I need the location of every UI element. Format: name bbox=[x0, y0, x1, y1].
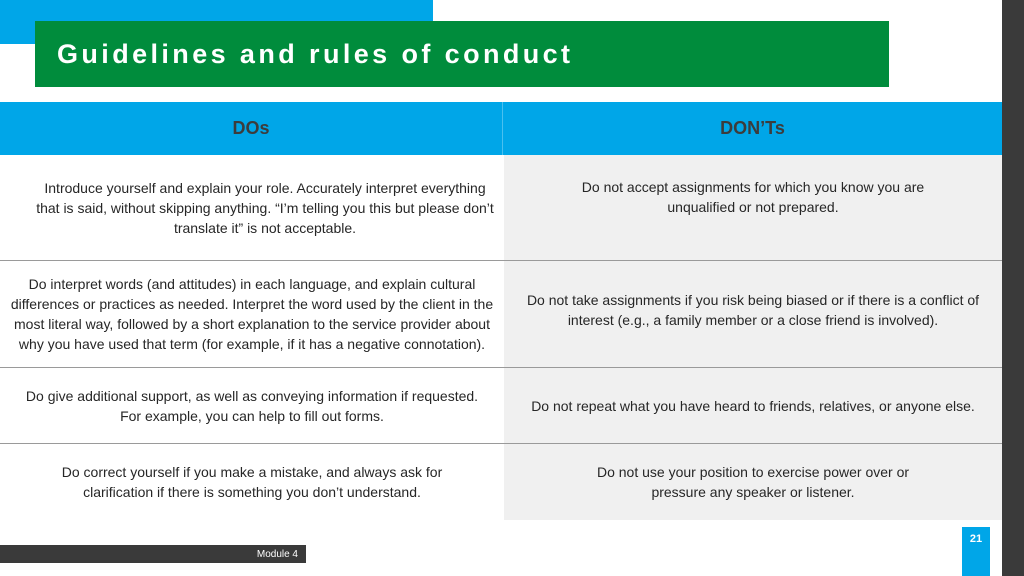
do-cell: Do correct yourself if you make a mistake, and always ask for clarification if there is something you don’t understand. bbox=[0, 444, 504, 520]
page-number: 21 bbox=[969, 533, 983, 545]
page-number-badge bbox=[962, 527, 990, 576]
footer-bar bbox=[0, 545, 306, 563]
dont-cell: Do not take assignments if you risk being biased or if there is a conflict of interest (e.g., a family member or a close friend is involved). bbox=[504, 261, 1002, 367]
right-edge-bar bbox=[1002, 0, 1024, 576]
dont-cell: Do not accept assignments for which you know you are unqualified or not prepared. bbox=[504, 155, 1002, 260]
do-cell: Do give additional support, as well as conveying information if requested. For example, you can help to fill out forms. bbox=[0, 368, 504, 443]
dont-cell: Do not repeat what you have heard to friends, relatives, or anyone else. bbox=[504, 368, 1002, 443]
header-donts: DON’Ts bbox=[720, 118, 785, 138]
header-dos: DOs bbox=[0, 102, 503, 155]
table-header bbox=[0, 102, 1002, 155]
module-label: Module 4 bbox=[256, 548, 298, 560]
conduct-table bbox=[0, 102, 1002, 520]
table-row bbox=[0, 444, 1002, 520]
do-cell: Introduce yourself and explain your role. Accurately interpret everything that is said, without skipping anything. “I’m telling you this but please don’t translate it” is not acceptable. bbox=[0, 155, 504, 260]
table-row bbox=[0, 368, 1002, 444]
table-row bbox=[0, 261, 1002, 368]
dont-cell: Do not use your position to exercise power over or pressure any speaker or listener. bbox=[504, 444, 1002, 520]
title-banner bbox=[35, 21, 889, 87]
slide-title: Guidelines and rules of conduct bbox=[57, 38, 574, 69]
do-cell: Do interpret words (and attitudes) in each language, and explain cultural differences or practices as needed. Interpret the word used by the client in the most literal way, followed by a short explanation to the service provider about why you have used that term (for example, if it has a negative connotation). bbox=[0, 261, 504, 367]
table-row bbox=[0, 155, 1002, 261]
